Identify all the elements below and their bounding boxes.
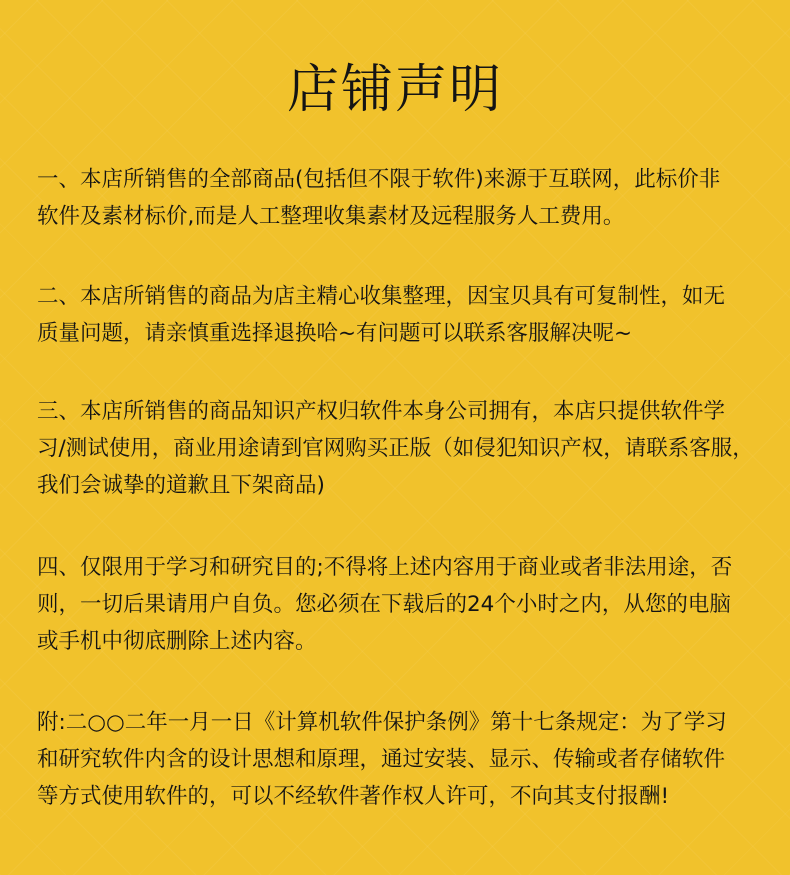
statement-paragraph-3	[37, 393, 777, 504]
statement-paragraph-4	[37, 549, 777, 660]
paragraph-line: 质量问题，请亲慎重选择退换哈~有问题可以联系客服解决呢~	[37, 321, 633, 346]
paragraph-line: 软件及素材标价,而是人工整理收集素材及远程服务人工费用。	[37, 204, 625, 229]
paragraph-line: 四、仅限用于学习和研究目的;不得将上述内容用于商业或者非法用途，否	[37, 555, 733, 580]
paragraph-line: 二、本店所销售的商品为店主精心收集整理，因宝贝具有可复制性，如无	[37, 284, 726, 309]
statement-paragraph-2	[37, 278, 777, 352]
paragraph-line: 一、本店所销售的全部商品(包括但不限于软件)来源于互联网，此标价非	[37, 167, 721, 192]
paragraph-line: 则，一切后果请用户自负。您必须在下载后的24个小时之内，从您的电脑	[37, 592, 731, 617]
statement-paragraph-5	[37, 704, 777, 815]
paragraph-line: 三、本店所销售的商品知识产权归软件本身公司拥有，本店只提供软件学	[37, 399, 726, 424]
paragraph-line: 我们会诚挚的道歉且下架商品)	[37, 473, 325, 498]
statement-paragraph-1	[37, 161, 777, 235]
page-title: 店铺声明	[286, 60, 503, 120]
paragraph-line: 等方式使用软件的，可以不经软件著作权人许可，不向其支付报酬!	[37, 784, 670, 809]
paragraph-line: 或手机中彻底删除上述内容。	[37, 629, 317, 654]
paragraph-line: 习/测试使用，商业用途请到官网购买正版（如侵犯知识产权，请联系客服，	[37, 436, 754, 461]
paragraph-line: 附:二○○二年一月一日《计算机软件保护条例》第十七条规定：为了学习	[37, 710, 727, 735]
paragraph-line: 和研究软件内含的设计思想和原理，通过安装、显示、传输或者存储软件	[37, 747, 726, 772]
